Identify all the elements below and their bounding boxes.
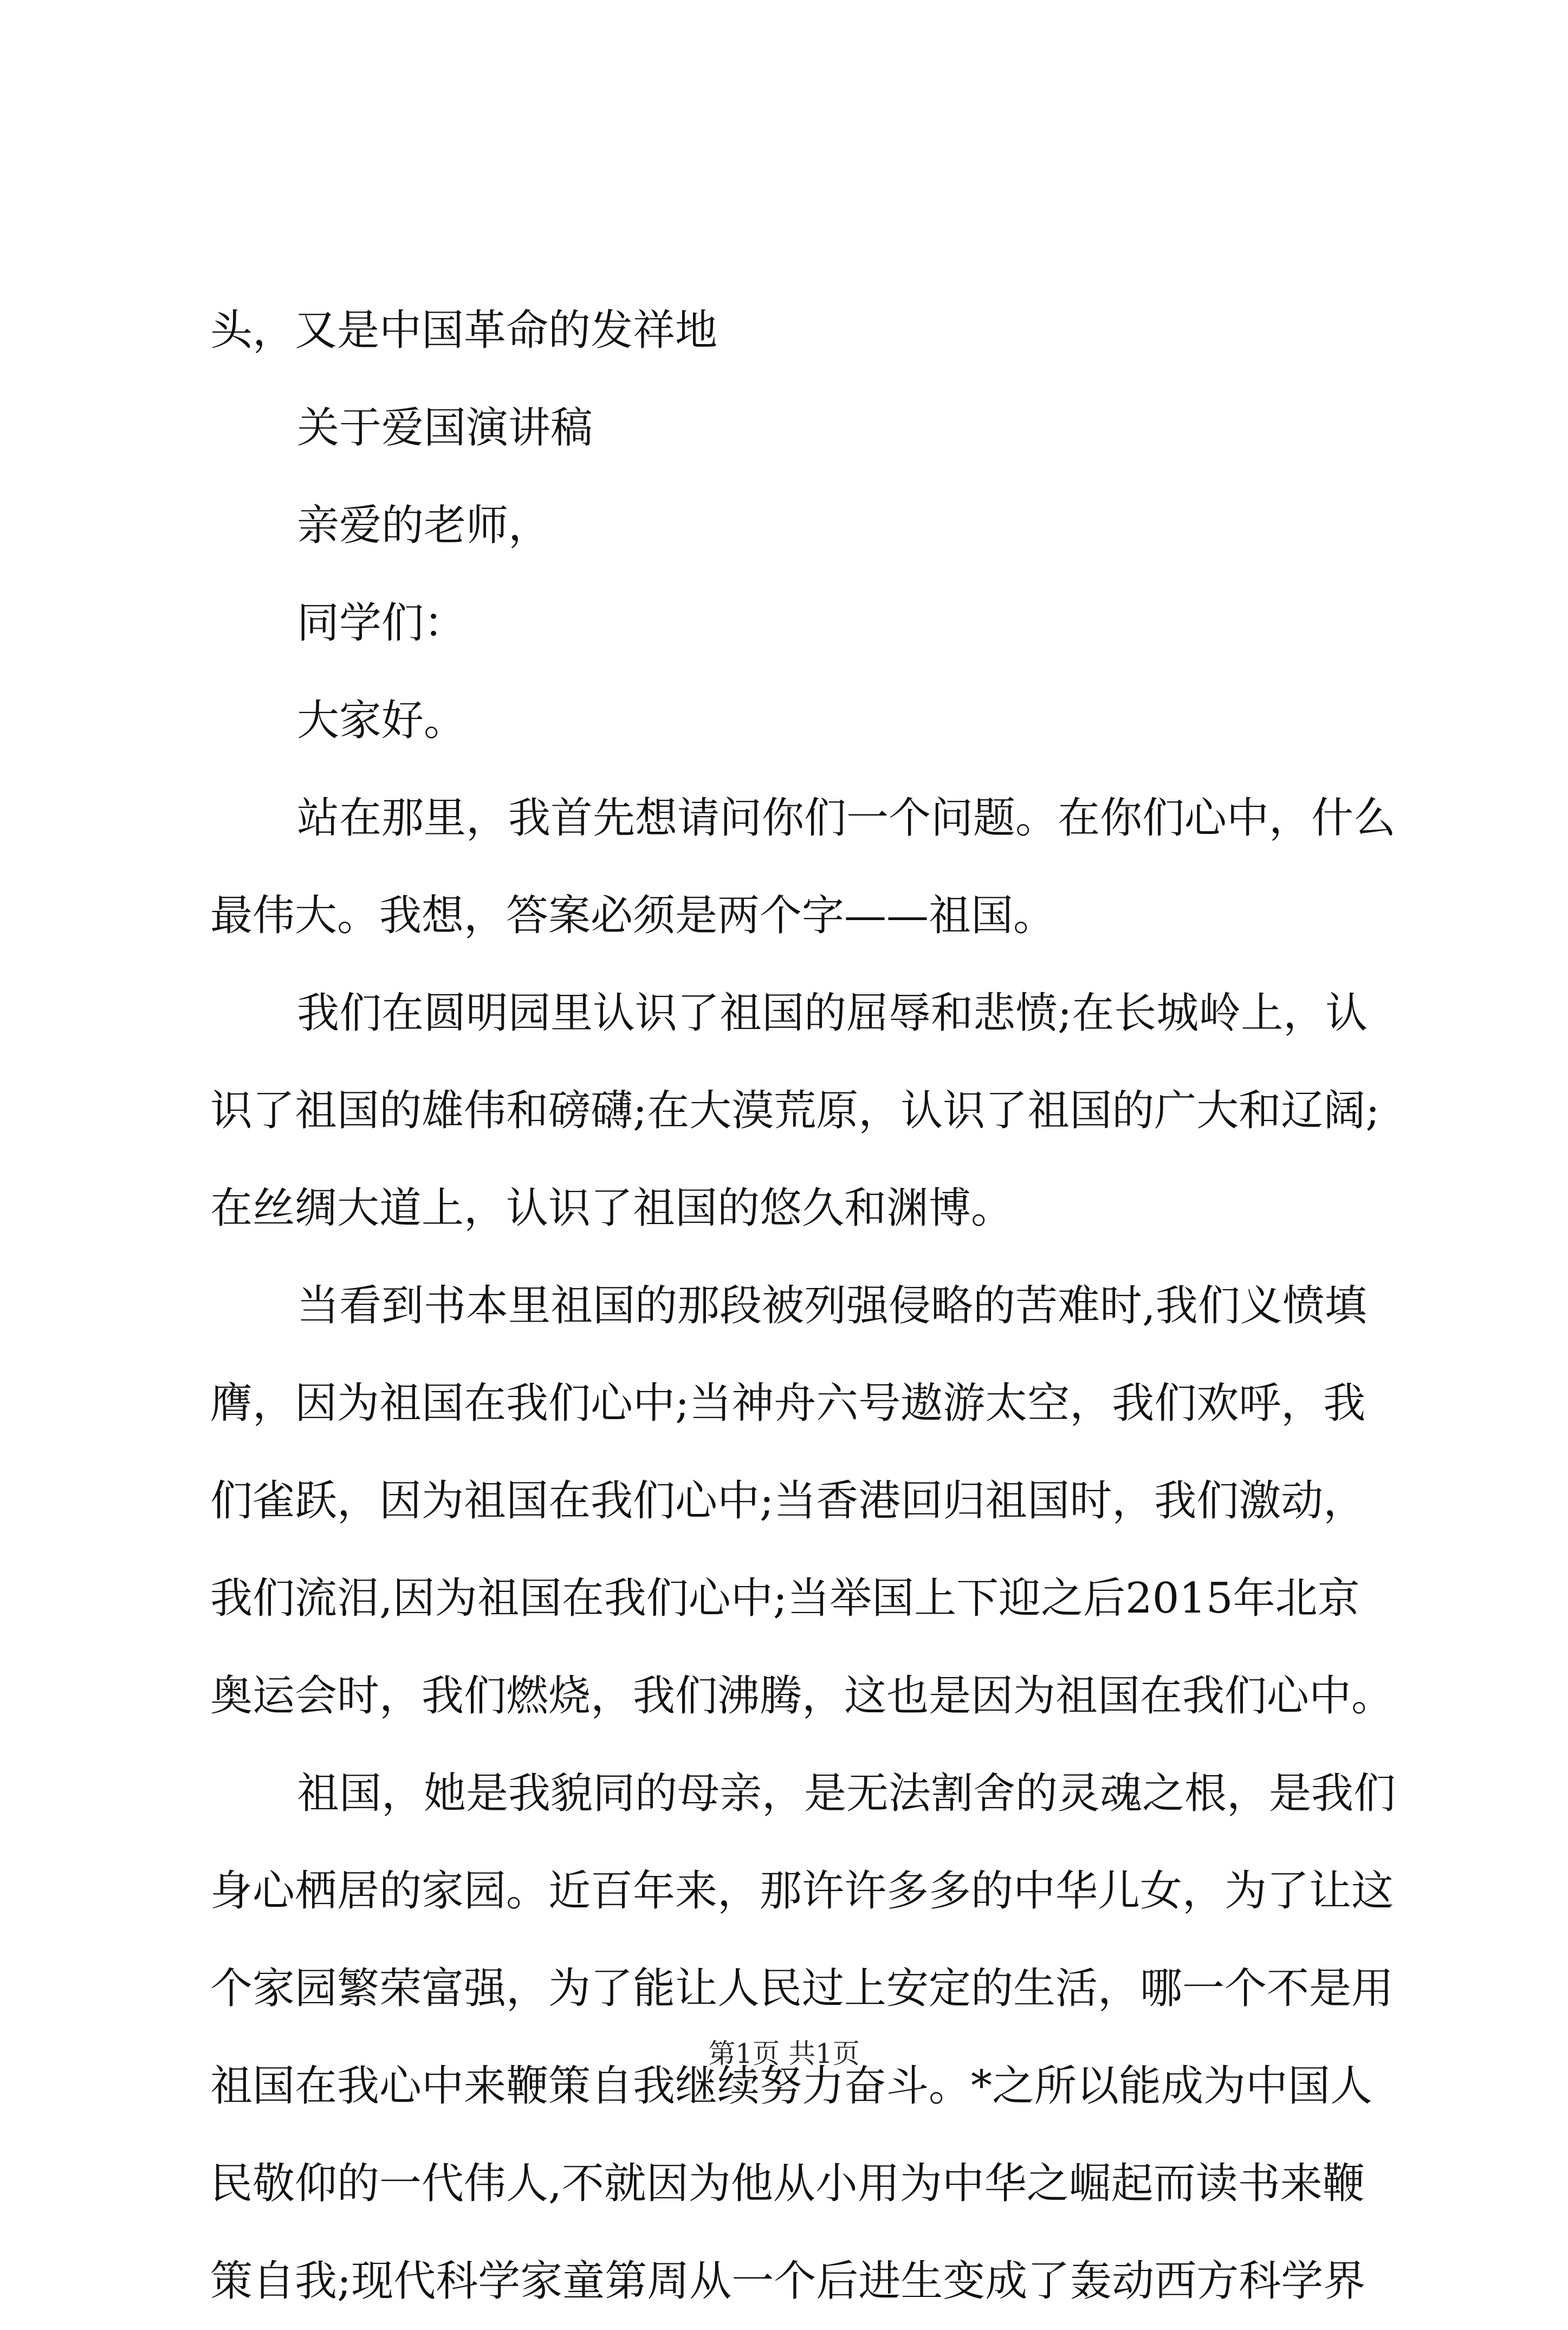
text-line: 祖国在我心中来鞭策自我继续努力奋斗。*之所以能成为中国人 [210,2062,1373,2111]
text-line: 在丝绸大道上，认识了祖国的悠久和渊博。 [210,1184,1014,1233]
page-footer: 第1页 共1页 [708,2038,860,2069]
text-line: 们雀跃，因为祖国在我们心中;当香港回归祖国时，我们激动， [210,1477,1366,1525]
text-line: 身心栖居的家园。近百年来，那许许多多的中华儿女，为了让这 [210,1867,1394,1915]
text-line: 亲爱的老师， [297,501,551,550]
text-line: 当看到书本里祖国的那段被列强侵略的苦难时,我们义愤填 [297,1282,1367,1330]
text-line: 个家园繁荣富强，为了能让人民过上安定的生活，哪一个不是用 [210,1964,1394,2013]
text-line: 关于爱国演讲稿 [297,404,593,452]
text-line: 策自我;现代科学家童第周从一个后进生变成了轰动西方科学界 [210,2257,1366,2306]
document-body [210,282,1396,2330]
text-line: 站在那里，我首先想请问你们一个问题。在你们心中，什么 [297,794,1396,843]
text-line: 最伟大。我想，答案必须是两个字——祖国。 [210,891,1056,940]
text-line: 奥运会时，我们燃烧，我们沸腾，这也是因为祖国在我们心中。 [210,1672,1394,1720]
text-line: 我们流泪,因为祖国在我们心中;当举国上下迎之后2015年北京 [210,1574,1360,1623]
text-line: 祖国，她是我貌同的母亲，是无法割舍的灵魂之根，是我们 [297,1769,1396,1818]
text-line: 我们在圆明园里认识了祖国的屈辱和悲愤;在长城岭上，认 [297,989,1368,1038]
text-line: 大家好。 [297,696,466,745]
text-line: 民敬仰的一代伟人,不就因为他从小用为中华之崛起而读书来鞭 [210,2159,1365,2208]
text-line: 同学们： [297,599,466,648]
text-line: 头，又是中国革命的发祥地 [210,306,718,355]
text-line: 识了祖国的雄伟和磅礴;在大漠荒原，认识了祖国的广大和辽阔; [210,1086,1380,1135]
text-line: 膺，因为祖国在我们心中;当神舟六号遨游太空，我们欢呼，我 [210,1379,1366,1428]
